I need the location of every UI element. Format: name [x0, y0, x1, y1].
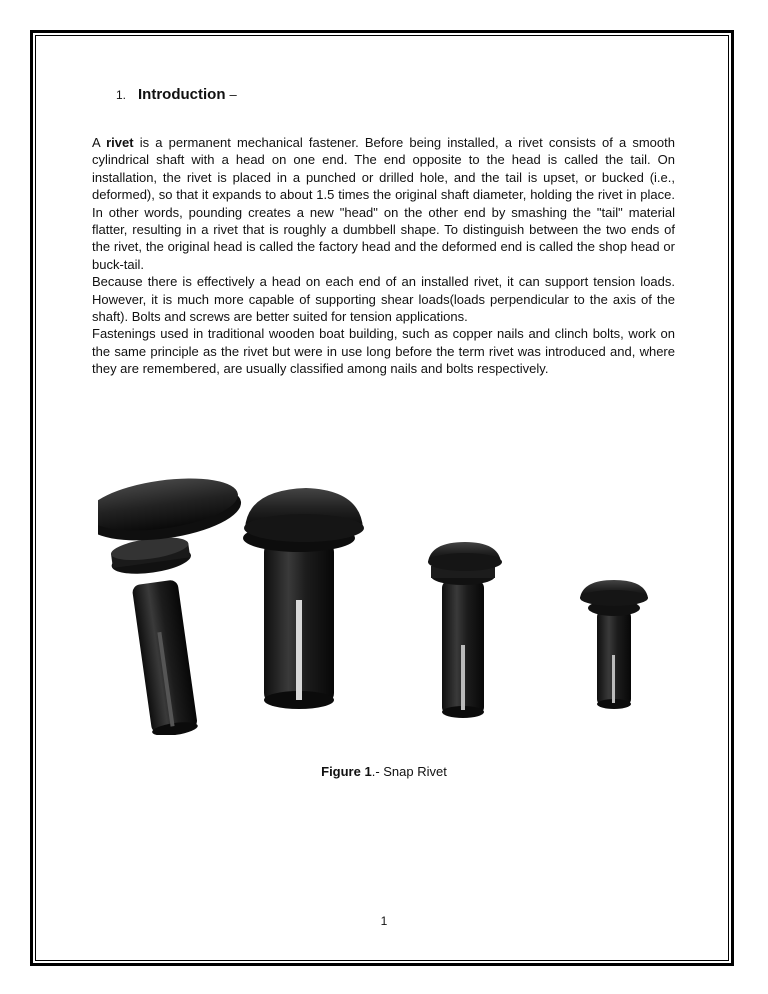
figure-caption	[0, 764, 768, 779]
figure-label: Figure 1	[321, 764, 372, 779]
rivet-medium	[428, 542, 502, 718]
term-rivet: rivet	[106, 135, 134, 150]
section-heading	[116, 86, 237, 103]
rivet-large	[98, 470, 272, 735]
section-number: 1.	[116, 88, 127, 102]
figure-caption-text: .- Snap Rivet	[371, 764, 447, 779]
body-text	[92, 134, 675, 378]
paragraph-1-rest: is a permanent mechanical fastener. Before being installed, a rivet consists of a smooth cylindrical shaft with a head on one end. The end opposite to the head is called the tail. On installation, the rivet is placed in a punched or drilled hole, and the tail is upset, or bucked (i.e., deformed), so that it expands to about 1.5 times the original shaft diameter, holding the rivet in place. In other words, pounding creates a new "head" on the other end by smashing the "tail" material flatter, resulting in a rivet that is roughly a dumbbell shape. To distinguish between the two ends of the rivet, the original head is called the factory head and the deformed end is called the shop head or buck-tail.	[92, 135, 675, 272]
paragraph-2: Because there is effectively a head on each end of an installed rivet, it can support tension loads. However, it is much more capable of supporting shear loads(loads perpendicular to the axis of the shaft). Bolts and screws are better suited for tension applications.	[92, 274, 675, 325]
paragraph-1	[92, 134, 675, 273]
rivet-small	[580, 580, 648, 709]
paragraph-1-start: A	[92, 135, 107, 150]
paragraph-3: Fastenings used in traditional wooden boat building, such as copper nails and clinch bolts, work on the same principle as the rivet but were in use long before the term rivet was introduced and, where they are remembered, are usually classified among nails and bolts respectively.	[92, 326, 675, 377]
snap-rivet-image	[98, 470, 662, 735]
rivet-medium-large	[243, 488, 364, 709]
page-number: 1	[380, 914, 388, 928]
section-title: Introduction	[138, 86, 226, 103]
section-dash: –	[229, 87, 237, 102]
